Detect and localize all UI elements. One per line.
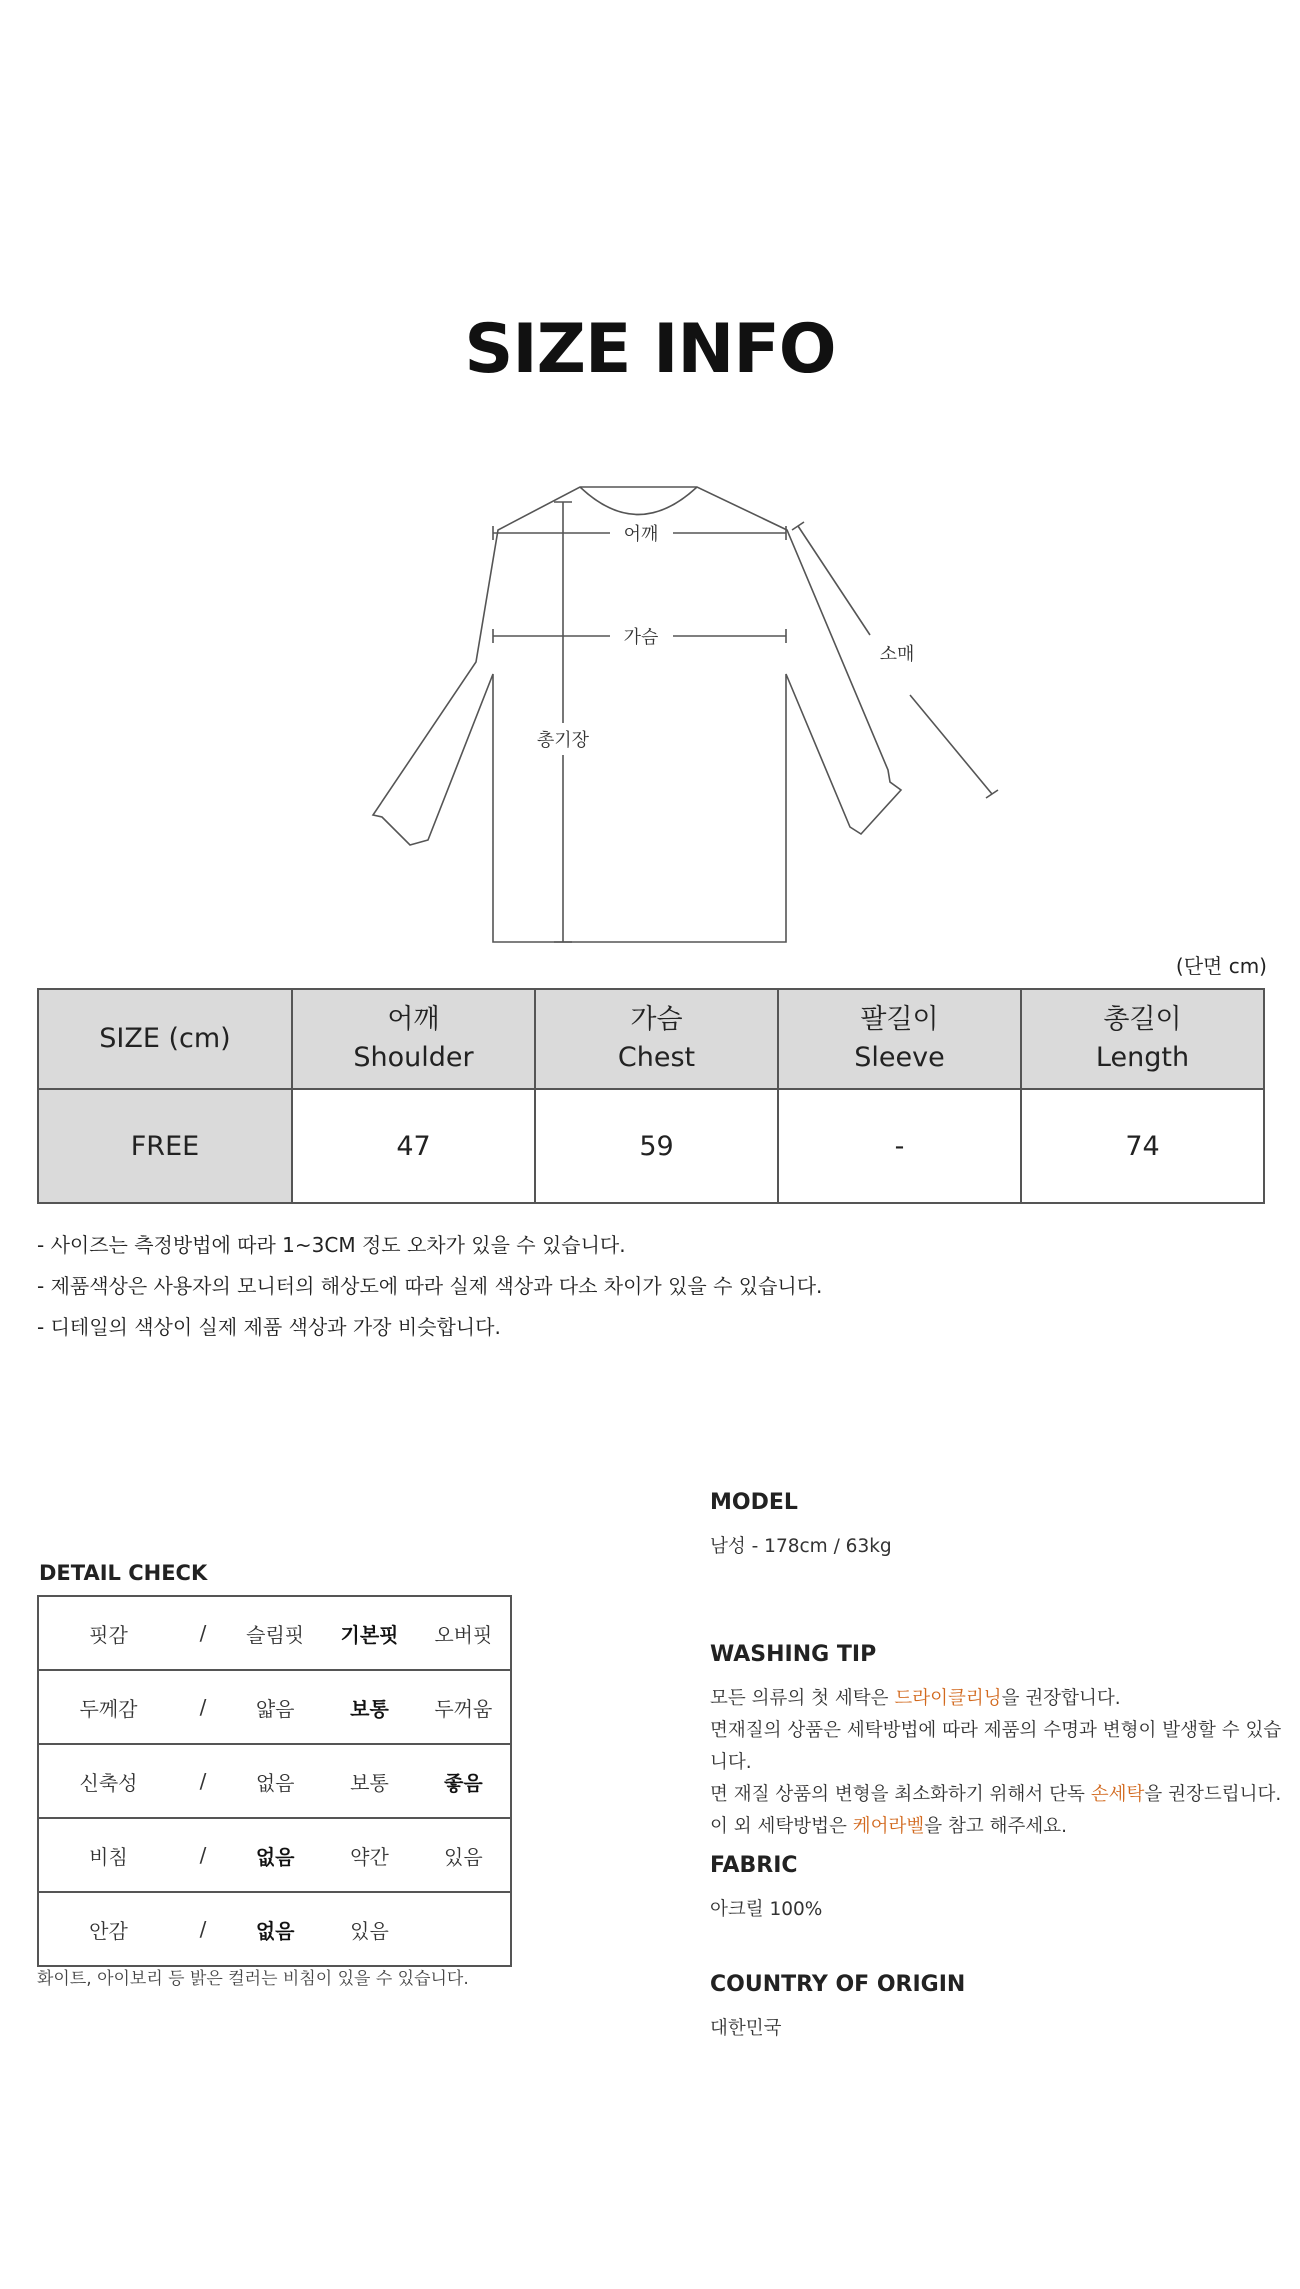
header-shoulder: 어깨 Shoulder: [292, 989, 535, 1089]
detail-label: 두께감: [38, 1670, 178, 1744]
header-length: 총길이 Length: [1021, 989, 1264, 1089]
model-title: MODEL: [710, 1490, 798, 1515]
washing-section: [710, 1642, 1290, 1843]
fabric-text: 아크릴 100%: [710, 1899, 823, 1920]
page-title: SIZE INFO: [464, 310, 836, 389]
neckline: [580, 487, 697, 515]
header-chest: 가슴 Chest: [535, 989, 778, 1089]
chest-label: 가슴: [623, 627, 659, 648]
washing-line-3: 면 재질 상품의 변형을 최소화하기 위해서 단독 손세탁을 권장드립니다.: [710, 1784, 1282, 1805]
length-value: 74: [1021, 1089, 1264, 1203]
garment-diagram: [290, 470, 1010, 950]
length-label: 총기장: [536, 730, 590, 751]
detail-option: 없음: [228, 1818, 322, 1892]
model-section: [710, 1490, 1290, 1563]
detail-option: 오버핏: [417, 1596, 511, 1670]
model-text: 남성 - 178cm / 63kg: [710, 1536, 892, 1557]
size-table-header: [38, 989, 1264, 1089]
detail-option: 보통: [322, 1670, 416, 1744]
detail-label: 안감: [38, 1892, 178, 1966]
sleeve-label: 소매: [879, 644, 915, 665]
size-table: [37, 988, 1265, 1204]
detail-label: 비침: [38, 1818, 178, 1892]
washing-line-2: 면재질의 상품은 세탁방법에 따라 제품의 수명과 변형이 발생할 수 있습니다.: [710, 1720, 1282, 1773]
detail-option: 슬림핏: [228, 1596, 322, 1670]
header-sleeve: 팔길이 Sleeve: [778, 989, 1021, 1089]
note-item: - 사이즈는 측정방법에 따라 1~3CM 정도 오차가 있을 수 있습니다.: [37, 1233, 626, 1257]
shoulder-label: 어깨: [623, 524, 659, 545]
detail-separator: /: [178, 1818, 228, 1892]
detail-check-table: [37, 1595, 512, 1967]
note-item: - 제품색상은 사용자의 모니터의 해상도에 따라 실제 색상과 다소 차이가 있을 수 있습니다.: [37, 1274, 823, 1298]
detail-option: 약간: [322, 1818, 416, 1892]
sleeve-value: -: [778, 1089, 1021, 1203]
detail-option: 얇음: [228, 1670, 322, 1744]
fabric-title: FABRIC: [710, 1853, 798, 1878]
origin-section: [710, 1972, 1290, 2045]
detail-option: [417, 1892, 511, 1966]
detail-option: 두꺼움: [417, 1670, 511, 1744]
detail-row: [38, 1744, 511, 1818]
detail-option: 기본핏: [322, 1596, 416, 1670]
detail-option: 보통: [322, 1744, 416, 1818]
detail-option: 있음: [322, 1892, 416, 1966]
shoulder-value: 47: [292, 1089, 535, 1203]
washing-title: WASHING TIP: [710, 1642, 877, 1667]
detail-option: 없음: [228, 1892, 322, 1966]
detail-label: 핏감: [38, 1596, 178, 1670]
washing-line-4: 이 외 세탁방법은 케어라벨을 참고 해주세요.: [710, 1816, 1067, 1837]
detail-row: [38, 1670, 511, 1744]
detail-row: [38, 1596, 511, 1670]
chest-value: 59: [535, 1089, 778, 1203]
detail-separator: /: [178, 1892, 228, 1966]
detail-check-note: 화이트, 아이보리 등 밝은 컬러는 비침이 있을 수 있습니다.: [37, 1969, 469, 1989]
size-value: FREE: [38, 1089, 292, 1203]
detail-separator: /: [178, 1670, 228, 1744]
garment-outline: [373, 487, 901, 942]
fabric-section: [710, 1853, 1290, 1926]
detail-option: 없음: [228, 1744, 322, 1818]
size-notes: [37, 1225, 822, 1348]
origin-title: COUNTRY OF ORIGIN: [710, 1972, 966, 1997]
note-item: - 디테일의 색상이 실제 제품 색상과 가장 비슷합니다.: [37, 1315, 501, 1339]
origin-text: 대한민국: [710, 2018, 782, 2039]
detail-separator: /: [178, 1596, 228, 1670]
detail-separator: /: [178, 1744, 228, 1818]
detail-row: [38, 1818, 511, 1892]
unit-note: (단면 cm): [1175, 954, 1267, 978]
washing-line-1: 모든 의류의 첫 세탁은 드라이클리닝을 권장합니다.: [710, 1688, 1121, 1709]
detail-option: 있음: [417, 1818, 511, 1892]
table-row: [38, 1089, 1264, 1203]
detail-label: 신축성: [38, 1744, 178, 1818]
detail-check-title: DETAIL CHECK: [39, 1561, 208, 1585]
header-size: SIZE (cm): [38, 989, 292, 1089]
detail-option: 좋음: [417, 1744, 511, 1818]
detail-row: [38, 1892, 511, 1966]
